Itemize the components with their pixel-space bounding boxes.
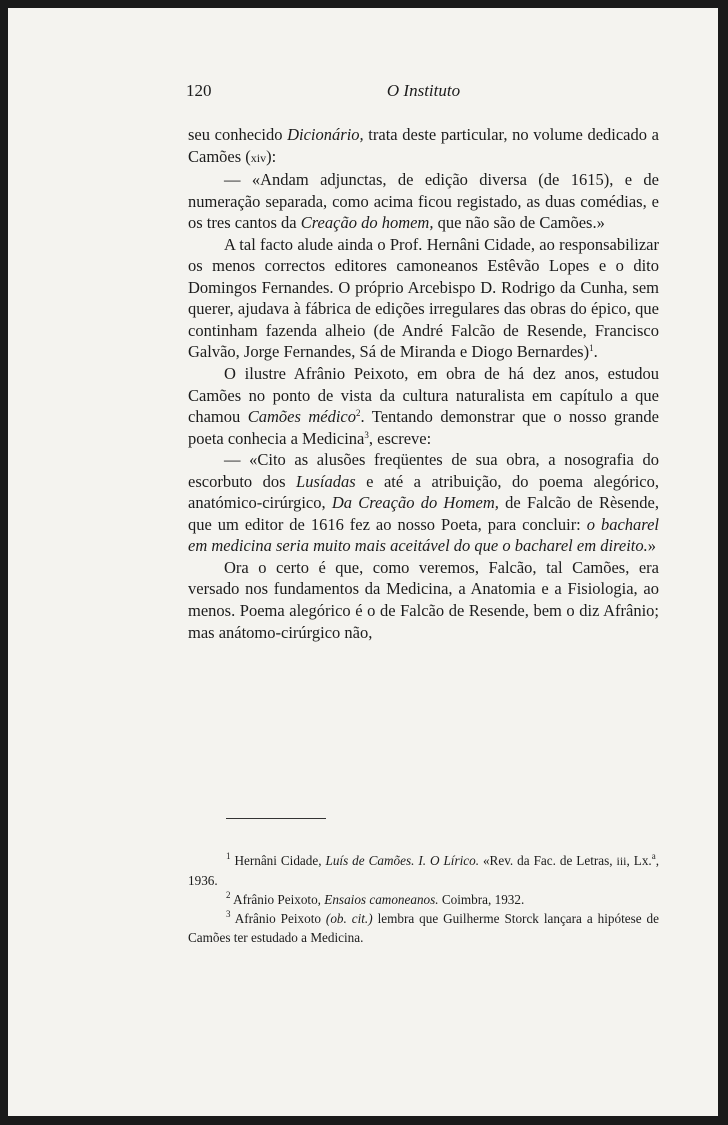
text-run: de Falcão de Rèsende, que um editor de 1616 fez ao nosso Poeta, para concluir: [188,493,659,534]
italic-title: Lusíadas [296,471,356,491]
text-run: O ilustre Afrânio Peixoto, em obra de há dez anos, estudou Camões no ponto de vista da cultura naturalista em capítulo a que chamou [188,364,659,427]
text-run: «Rev. da Fac. de Letras, [479,853,617,868]
footnote-number: 3 [226,909,231,919]
paragraph-1 [188,124,659,169]
footnote-2 [188,890,659,909]
running-title: O Instituto [386,81,461,100]
italic-title: Creação do homem, [300,213,434,233]
text-run: — «Cito as alusões freqüentes de sua obra, a nosografia do escorbuto dos [188,450,659,491]
footnote-number: 2 [226,890,231,900]
small-caps-numeral: iii [616,854,627,868]
small-caps-numeral: xiv [250,150,267,165]
text-run: ): [266,146,277,166]
text-run: — «Andam adjunctas, de edição diversa (de 1615), e de numeração separada, como acima ficou registado, as duas comédias, e os tres cantos da [188,170,659,233]
footnote-ref: 3 [364,429,369,440]
book-page [8,8,718,1116]
text-run: , Lx. [626,853,652,868]
text-run: seu conhecido [188,125,288,144]
page-header [186,81,661,105]
superscript: a [651,851,656,861]
text-run: A tal facto alude ainda o Prof. Hernâni Cidade, ao responsabilizar os menos correctos editores camoneanos Estêvão Lopes e o dito Domingos Fernandes. O próprio Arcebispo D. Rodrigo da Cunha, sem querer, ajudava à fábrica de edições irregulares das obras do épico, que continham fazenda alheio (de André Falcão de Resende, Francisco Galvão, Jorge Fernandes, Sá de Miranda e Diogo Bernardes) [188,234,659,362]
paragraph-3 [188,234,659,363]
text-run: Afrânio Peixoto, [230,892,325,907]
text-run: e até a atribuição, do poema alegórico, anatómico-cirúrgico, [188,471,659,513]
italic-title: Dicionário, [287,125,364,144]
text-run: Hernâni Cidade, [230,853,326,868]
text-run: Coimbra, 1932. [438,892,525,907]
text-run: que não são de Camões.» [433,213,605,233]
footnote-ref: 1 [589,343,594,354]
footnote-divider [226,818,326,819]
italic-title: Camões médico [247,407,356,427]
footnotes [188,851,659,947]
italic-title: Ensaios camoneanos. [324,892,439,907]
footnote-ref: 2 [355,408,361,419]
text-run: Ora o certo é que, como veremos, Falcão, tal Camões, era versado nos fundamentos da Medicina, a Anatomia e a Fisiologia, ao menos. Poema alegórico é o de Falcão de Resende, bem o diz Afrânio; mas anátomo-cirúrgico não, [188,557,659,642]
italic-title: Da Creação do Homem, [331,493,499,513]
italic-title: Luís de Camões. I. O Lírico. [325,853,479,868]
text-run: , escreve: [368,428,432,448]
paragraph-6 [188,557,659,643]
footnote-1 [188,851,659,890]
footnote-number: 1 [226,851,231,861]
text-run: trata deste particular, no volume dedicado a Camões ( [188,125,659,166]
paragraph-4 [188,363,659,449]
italic-quote: o bacharel em medicina seria muito mais aceitável do que o bacharel em direito. [188,514,660,556]
footnote-3 [188,909,659,947]
text-run: » [647,536,657,556]
text-run: . [593,342,598,362]
text-run: lembra que Guilherme Storck lançara a hipótese de Camões ter estudado a Medicina. [188,911,659,945]
paragraph-2 [188,169,659,234]
page-number: 120 [186,81,212,100]
italic-title: (ob. cit.) [325,911,373,926]
paragraph-5 [188,449,659,557]
text-run: , 1936. [188,853,660,888]
body-text [188,124,659,643]
text-run: Afrânio Peixoto [230,911,326,926]
text-run: . Tentando demonstrar que o nosso grande poeta conhecia a Medicina [188,407,659,448]
